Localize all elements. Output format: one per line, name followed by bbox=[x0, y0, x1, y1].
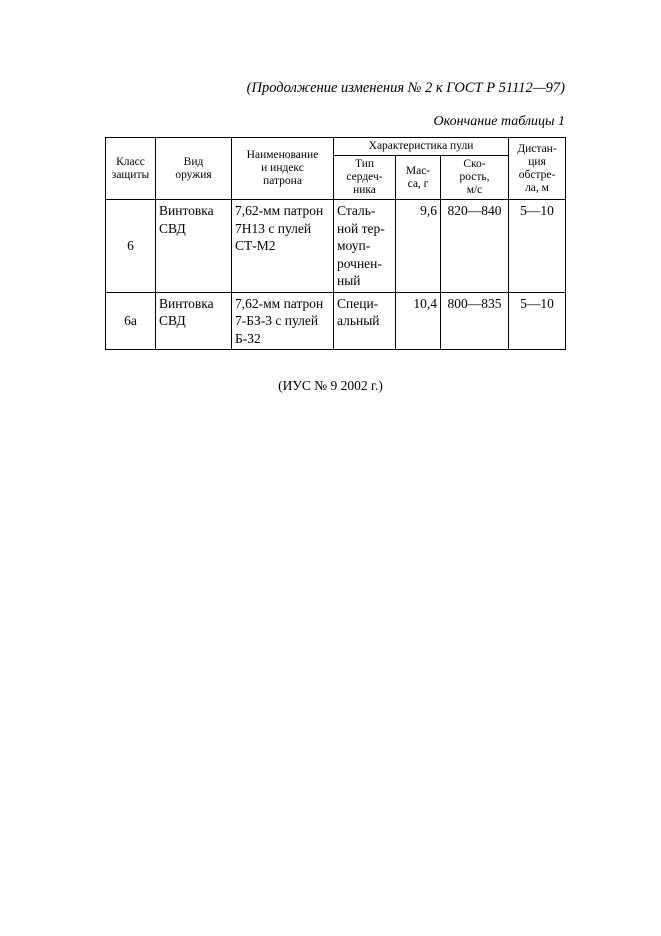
table-header-row bbox=[106, 138, 566, 156]
cell-weapon-type: Винтовка СВД bbox=[156, 200, 232, 293]
header-distance: Дистан- ция обстре- ла, м bbox=[509, 138, 566, 200]
header-velocity: Ско- рость, м/с bbox=[441, 156, 509, 200]
cell-weapon-type: Винтовка СВД bbox=[156, 292, 232, 350]
cell-core-type: Сталь- ной тер- моуп- рочнен- ный bbox=[334, 200, 396, 293]
cell-mass: 10,4 bbox=[396, 292, 441, 350]
header-protection-class: Класс защиты bbox=[106, 138, 156, 200]
cell-protection-class: 6 bbox=[106, 200, 156, 293]
cell-cartridge-name: 7,62-мм патрон 7Н13 с пулей СТ-М2 bbox=[232, 200, 334, 293]
cell-distance: 5—10 bbox=[509, 200, 566, 293]
table-caption: Окончание таблицы 1 bbox=[433, 114, 565, 129]
cell-velocity: 820—840 bbox=[441, 200, 509, 293]
header-bullet-characteristics: Характеристика пули bbox=[334, 138, 509, 156]
amendment-heading: (Продолжение изменения № 2 к ГОСТ Р 51112—97) bbox=[246, 80, 565, 96]
cell-distance: 5—10 bbox=[509, 292, 566, 350]
cell-core-type: Специ- альный bbox=[334, 292, 396, 350]
cell-velocity: 800—835 bbox=[441, 292, 509, 350]
cell-mass: 9,6 bbox=[396, 200, 441, 293]
header-cartridge-name: Наименование и индекс патрона bbox=[232, 138, 334, 200]
table-row bbox=[106, 200, 566, 293]
header-mass: Мас- са, г bbox=[396, 156, 441, 200]
source-reference: (ИУС № 9 2002 г.) bbox=[278, 378, 383, 393]
cell-protection-class: 6а bbox=[106, 292, 156, 350]
header-core-type: Тип сердеч- ника bbox=[334, 156, 396, 200]
table-row bbox=[106, 292, 566, 350]
cell-cartridge-name: 7,62-мм патрон 7-БЗ-3 с пулей Б-32 bbox=[232, 292, 334, 350]
specifications-table bbox=[105, 137, 566, 350]
header-weapon-type: Вид оружия bbox=[156, 138, 232, 200]
